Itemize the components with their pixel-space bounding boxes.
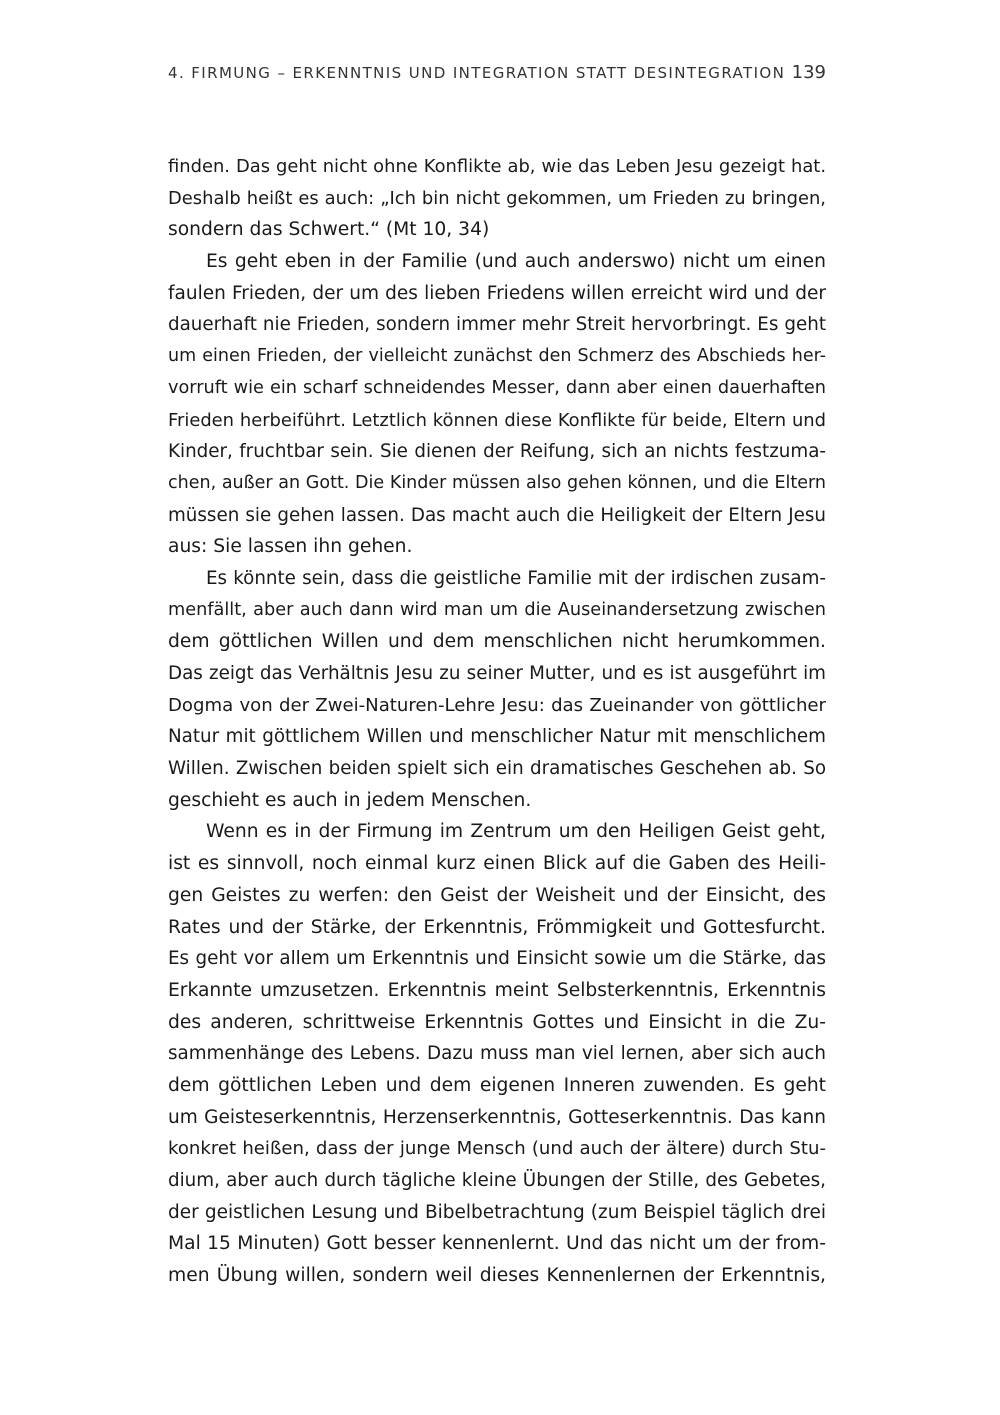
text-line: um Geisteserkenntnis, Herzenserkenntnis, Gotteserkenntnis. Das kann — [168, 1106, 826, 1128]
text-line: chen, außer an Gott. Die Kinder müssen also gehen können, und die Eltern — [168, 472, 826, 493]
text-line: men Übung willen, sondern weil dieses Kennenlernen der Erkenntnis, — [168, 1265, 826, 1287]
text-line: faulen Frieden, der um des lieben Friedens willen erreicht wird und der — [168, 282, 826, 304]
text-line: Willen. Zwischen beiden spielt sich ein dramatisches Geschehen ab. So — [168, 758, 826, 780]
running-header — [168, 62, 826, 88]
body-text — [168, 151, 826, 1292]
text-line: Es könnte sein, dass die geistliche Familie mit der irdischen zusam- — [206, 567, 826, 589]
text-line: Frieden herbeiführt. Letztlich können diese Konflikte für beide, Eltern und — [168, 409, 826, 431]
text-line: Natur mit göttlichem Willen und menschlicher Natur mit menschlichem — [168, 726, 826, 748]
text-line: dem göttlichen Willen und dem menschlichen nicht herumkommen. — [168, 631, 826, 653]
text-line: aus: Sie lassen ihn gehen. — [168, 536, 413, 558]
text-line: des anderen, schrittweise Erkenntnis Gottes und Einsicht in die Zu- — [168, 1011, 826, 1033]
text-line: gen Geistes zu werfen: den Geist der Weisheit und der Einsicht, des — [168, 884, 826, 906]
text-line: sammenhänge des Lebens. Dazu muss man viel lernen, aber sich auch — [168, 1043, 826, 1065]
text-line: Es geht eben in der Familie (und auch anderswo) nicht um einen — [206, 251, 826, 273]
text-line: Wenn es in der Firmung im Zentrum um den Heiligen Geist geht, — [206, 821, 826, 843]
paragraph — [168, 151, 826, 246]
text-line: menfällt, aber auch dann wird man um die Auseinandersetzung zwischen — [168, 599, 826, 620]
text-line: dem göttlichen Leben und dem eigenen Inneren zuwenden. Es geht — [168, 1074, 826, 1096]
text-line: Es geht vor allem um Erkenntnis und Einsicht sowie um die Stärke, das — [168, 948, 826, 970]
text-line: Deshalb heißt es auch: „Ich bin nicht gekommen, um Frieden zu bringen, — [168, 187, 826, 209]
text-line: Dogma von der Zwei-Naturen-Lehre Jesu: das Zueinander von göttlicher — [168, 694, 826, 716]
text-line: geschieht es auch in jedem Menschen. — [168, 789, 532, 811]
running-title: 4. FIRMUNG – ERKENNTNIS UND INTEGRATION STATT DESINTEGRATION — [168, 64, 786, 82]
text-line: Kinder, fruchtbar sein. Sie dienen der Reifung, sich an nichts festzuma- — [168, 441, 826, 463]
text-line: der geistlichen Lesung und Bibelbetrachtung (zum Beispiel täglich drei — [168, 1201, 826, 1223]
text-line: vorruft wie ein scharf schneidendes Messer, dann aber einen dauerhaften — [168, 377, 826, 398]
text-line: müssen sie gehen lassen. Das macht auch die Heiligkeit der Eltern Jesu — [168, 504, 826, 526]
text-line: um einen Frieden, der vielleicht zunächst den Schmerz des Abschieds her- — [168, 346, 826, 367]
paragraph — [168, 816, 826, 1291]
text-line: dauerhaft nie Frieden, sondern immer mehr Streit hervorbringt. Es geht — [168, 314, 826, 336]
paragraph — [168, 563, 826, 817]
text-line: Das zeigt das Verhältnis Jesu zu seiner Mutter, und es ist ausgeführt im — [168, 663, 826, 684]
text-line: Erkannte umzusetzen. Erkenntnis meint Selbsterkenntnis, Erkenntnis — [168, 979, 826, 1001]
text-line: ist es sinnvoll, noch einmal kurz einen Blick auf die Gaben des Heili- — [168, 853, 826, 875]
page-number: 139 — [791, 62, 826, 83]
paragraph — [168, 246, 826, 563]
text-line: sondern das Schwert.“ (Mt 10, 34) — [168, 219, 490, 241]
text-line: Mal 15 Minuten) Gott besser kennenlernt. Und das nicht um der from- — [168, 1233, 826, 1255]
text-line: Rates und der Stärke, der Erkenntnis, Frömmigkeit und Gottesfurcht. — [168, 916, 826, 938]
text-line: dium, aber auch durch tägliche kleine Übungen der Stille, des Gebetes, — [168, 1170, 826, 1191]
text-line: finden. Das geht nicht ohne Konflikte ab, wie das Leben Jesu gezeigt hat. — [168, 156, 826, 177]
text-line: konkret heißen, dass der junge Mensch (und auch der ältere) durch Stu- — [168, 1138, 826, 1160]
